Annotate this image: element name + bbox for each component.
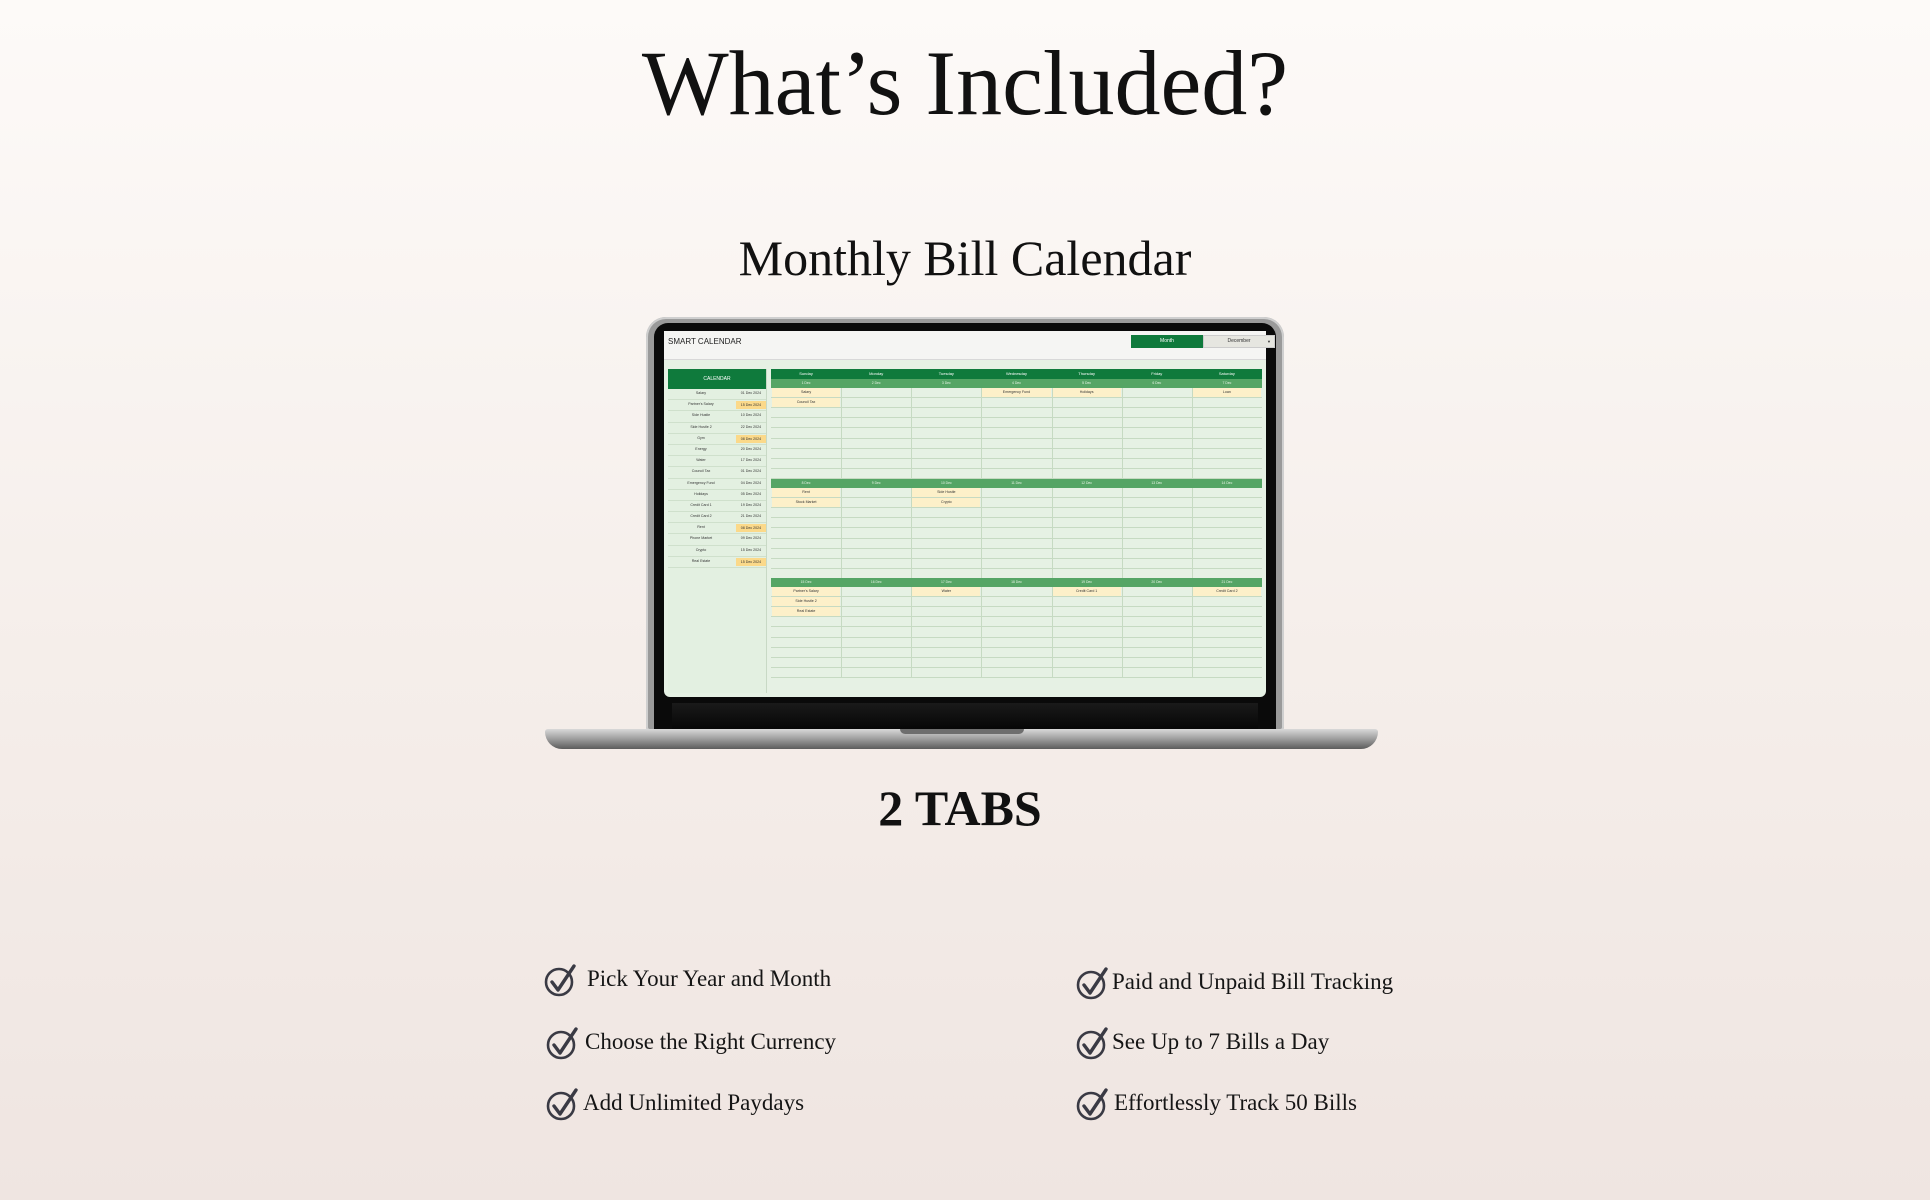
weekday-label: Wednesday: [1005, 371, 1027, 376]
grid-row-line: [771, 677, 1262, 678]
feature-text: Choose the Right Currency: [585, 1029, 837, 1054]
day-number: 16 Dec: [870, 580, 882, 584]
calendar-bill-entry[interactable]: Rent: [772, 488, 840, 497]
sidebar-bill-row: [668, 411, 766, 422]
grid-col-line: [1052, 388, 1053, 479]
feature-text: Add Unlimited Paydays: [583, 1090, 805, 1115]
day-number: 11 Dec: [1011, 481, 1022, 485]
grid-col-line: [1192, 587, 1193, 678]
calendar-bill-entry[interactable]: Holidays: [1053, 388, 1121, 397]
day-number: 8 Dec: [801, 481, 811, 485]
calendar-bill-entry[interactable]: Emergency Fund: [982, 388, 1050, 397]
app-header: [664, 331, 1271, 360]
grid-row-line: [771, 417, 1262, 418]
sidebar-bill-name: Credit Card 1: [690, 502, 712, 507]
checkmark-icon: [1075, 1086, 1111, 1122]
grid-col-line: [911, 388, 912, 479]
sidebar-bill-name: Crypto: [695, 547, 707, 552]
grid-row-line: [771, 397, 1262, 398]
day-number: 4 Dec: [1012, 381, 1021, 385]
month-label: Month: [1131, 335, 1203, 348]
day-number: 20 Dec: [1151, 580, 1163, 584]
weekday-label: Friday: [1151, 371, 1163, 376]
grid-row-line: [771, 407, 1262, 408]
day-number: 9 Dec: [871, 481, 881, 485]
grid-col-line: [1122, 488, 1123, 579]
checkmark-icon: [545, 1086, 581, 1122]
sidebar-bill-row: [668, 490, 766, 501]
grid-row-line: [771, 458, 1262, 459]
sidebar-bill-name: Side Hustle: [691, 413, 711, 418]
week-grid: [771, 587, 1262, 678]
sidebar-bill-name: Phone Market: [689, 536, 713, 541]
sidebar-bill-date: 10 Dec 2024: [740, 413, 762, 418]
checkmark-icon: [1075, 965, 1111, 1001]
grid-col-line: [1122, 388, 1123, 479]
week-date-bar: [771, 479, 1262, 488]
grid-row-line: [771, 626, 1262, 627]
day-number: 17 Dec: [940, 580, 952, 584]
calendar-bill-entry[interactable]: Credit Card 2: [1193, 587, 1261, 596]
calendar-bill-entry[interactable]: Side Hustle: [912, 488, 980, 497]
calendar-bill-entry[interactable]: Loan: [1193, 388, 1261, 397]
sidebar-bill-row: [668, 557, 766, 568]
sidebar-bill-row: [668, 546, 766, 557]
feature-text: Paid and Unpaid Bill Tracking: [1112, 969, 1394, 994]
week-date-bar: [771, 379, 1262, 388]
grid-row-line: [771, 448, 1262, 449]
sidebar-bill-name: Real Estate: [691, 558, 711, 563]
sidebar-bill-name: Rent: [697, 525, 705, 530]
day-number: 13 Dec: [1151, 481, 1163, 485]
sidebar-bill-date: 04 Dec 2024: [740, 480, 762, 485]
grid-row-line: [771, 427, 1262, 428]
product-subtitle: Monthly Bill Calendar: [738, 230, 1192, 286]
grid-col-line: [911, 587, 912, 678]
laptop-bezel: [654, 323, 1276, 731]
sidebar-bill-name: Credit Card 2: [690, 514, 712, 519]
sidebar-bill-row: [668, 423, 766, 434]
day-number: 3 Dec: [941, 381, 951, 385]
sidebar-header: CALENDAR: [668, 369, 766, 389]
day-number: 21 Dec: [1221, 580, 1233, 584]
sidebar-bill-date: 08 Dec 2024: [736, 524, 766, 532]
app-title: SMART CALENDAR: [668, 337, 742, 346]
grid-col-line: [1192, 488, 1193, 579]
sidebar-bill-row: [668, 445, 766, 456]
grid-row-line: [771, 527, 1262, 528]
grid-row-line: [771, 548, 1262, 549]
grid-col-line: [981, 587, 982, 678]
grid-row-line: [771, 558, 1262, 559]
grid-col-line: [981, 488, 982, 579]
day-number: 10 Dec: [940, 481, 952, 485]
day-number: 7 Dec: [1222, 381, 1232, 385]
sidebar-bill-date: 22 Dec 2024: [740, 424, 762, 429]
sidebar-bill-row: [668, 501, 766, 512]
weekday-label: Tuesday: [938, 371, 954, 376]
sidebar-bill-date: 19 Dec 2024: [740, 502, 762, 507]
sidebar-bill-date: 21 Dec 2024: [740, 514, 762, 519]
sidebar-bill-row: [668, 523, 766, 534]
tabs-count-label: 2 TABS: [878, 780, 1042, 836]
sidebar-bill-name: Holidays: [694, 491, 708, 496]
day-number: 18 Dec: [1011, 580, 1022, 584]
sidebar-bill-date: 20 Dec 2024: [740, 446, 762, 451]
page-title: What’s Included?: [641, 32, 1289, 134]
sidebar-bill-date: 08 Dec 2024: [736, 435, 766, 443]
grid-row-line: [771, 657, 1262, 658]
day-number: 5 Dec: [1082, 381, 1092, 385]
month-select[interactable]: [1203, 335, 1275, 348]
grid-col-line: [841, 587, 842, 678]
sidebar-bill-date: 15 Dec 2024: [740, 547, 762, 552]
day-number: 2 Dec: [871, 381, 881, 385]
calendar-bill-entry[interactable]: Crypto: [912, 498, 980, 507]
sidebar-bill-name: Emergency Fund: [687, 480, 715, 485]
day-number: 12 Dec: [1081, 481, 1092, 485]
calendar-bill-entry[interactable]: Partner's Salary: [772, 587, 840, 596]
grid-row-line: [771, 468, 1262, 469]
laptop-keyboard-reflection: [672, 703, 1258, 731]
sidebar-bill-name: Water: [696, 458, 706, 463]
grid-col-line: [841, 388, 842, 479]
checkmark-icon: [545, 1025, 581, 1061]
calendar-screen: [664, 331, 1271, 697]
day-number: 14 Dec: [1221, 481, 1233, 485]
sidebar-bill-row: [668, 389, 766, 400]
grid-col-line: [1052, 587, 1053, 678]
feature-text: Effortlessly Track 50 Bills: [1114, 1090, 1358, 1115]
calendar-bill-entry[interactable]: Credit Card 1: [1053, 587, 1121, 596]
checkmark-icon: [1075, 1025, 1111, 1061]
week-grid: [771, 388, 1262, 479]
sidebar-bill-row: [668, 434, 766, 445]
sidebar-bill-name: Side Hustle 2: [690, 424, 712, 429]
grid-col-line: [981, 388, 982, 479]
weekday-header: [771, 369, 1262, 379]
grid-row-line: [771, 438, 1262, 439]
grid-row-line: [771, 647, 1262, 648]
sidebar-bill-row: [668, 534, 766, 545]
grid-row-line: [771, 606, 1262, 607]
sidebar-bill-date: 15 Dec 2024: [736, 558, 766, 566]
calendar-bill-entry[interactable]: Salary: [772, 388, 840, 397]
sidebar-bill-row: [668, 479, 766, 490]
sidebar-bill-name: Council Tax: [691, 469, 711, 474]
weekday-label: Thursday: [1078, 371, 1095, 376]
week-date-bar: [771, 578, 1262, 587]
sidebar-bill-row: [668, 456, 766, 467]
grid-col-line: [841, 488, 842, 579]
grid-col-line: [1052, 488, 1053, 579]
calendar-bill-entry[interactable]: Water: [912, 587, 980, 596]
day-number: 1 Dec: [801, 381, 811, 385]
grid-row-line: [771, 538, 1262, 539]
grid-row-line: [771, 507, 1262, 508]
sidebar-bill-row: [668, 467, 766, 478]
day-number: 15 Dec: [800, 580, 812, 584]
feature-text: See Up to 7 Bills a Day: [1112, 1029, 1330, 1054]
calendar-bill-entry[interactable]: Council Tax: [772, 398, 840, 407]
day-number: 19 Dec: [1081, 580, 1092, 584]
calendar-bill-entry[interactable]: Real Estate: [772, 607, 840, 616]
calendar-bill-entry[interactable]: Side Hustle 2: [772, 597, 840, 606]
grid-row-line: [771, 596, 1262, 597]
sidebar-bill-name: Partner's Salary: [688, 402, 714, 407]
chevron-down-icon: ▼: [1267, 339, 1271, 344]
day-number: 6 Dec: [1152, 381, 1162, 385]
grid-col-line: [1192, 388, 1193, 479]
weekday-label: Sunday: [799, 371, 813, 376]
grid-row-line: [771, 667, 1262, 668]
sidebar-bill-date: 17 Dec 2024: [740, 458, 762, 463]
calendar-bill-entry[interactable]: Stock Market: [772, 498, 840, 507]
bill-list-sidebar: [668, 369, 767, 693]
grid-row-line: [771, 568, 1262, 569]
grid-row-line: [771, 517, 1262, 518]
sidebar-bill-date: 01 Dec 2024: [740, 469, 762, 474]
weekday-label: Saturday: [1218, 371, 1235, 376]
laptop-notch: [900, 729, 1024, 734]
sidebar-bill-name: Gym: [697, 435, 705, 440]
sidebar-bill-date: 01 Dec 2024: [740, 391, 762, 395]
grid-row-line: [771, 637, 1262, 638]
laptop-mockup: [646, 317, 1284, 731]
sidebar-bill-date: 05 Dec 2024: [740, 491, 762, 496]
sidebar-bill-date: 09 Dec 2024: [740, 536, 762, 541]
checkmark-icon: [543, 962, 579, 998]
sidebar-bill-name: Energy: [695, 446, 707, 451]
weekday-label: Monday: [869, 371, 884, 376]
month-value: December: [1227, 338, 1251, 344]
grid-row-line: [771, 497, 1262, 498]
sidebar-bill-row: [668, 400, 766, 411]
grid-row-line: [771, 616, 1262, 617]
week-grid: [771, 488, 1262, 579]
grid-col-line: [1122, 587, 1123, 678]
sidebar-bill-name: Salary: [695, 391, 707, 395]
feature-text: Pick Your Year and Month: [587, 966, 832, 991]
sidebar-bill-date: 15 Dec 2024: [736, 401, 766, 409]
sidebar-bill-row: [668, 512, 766, 523]
